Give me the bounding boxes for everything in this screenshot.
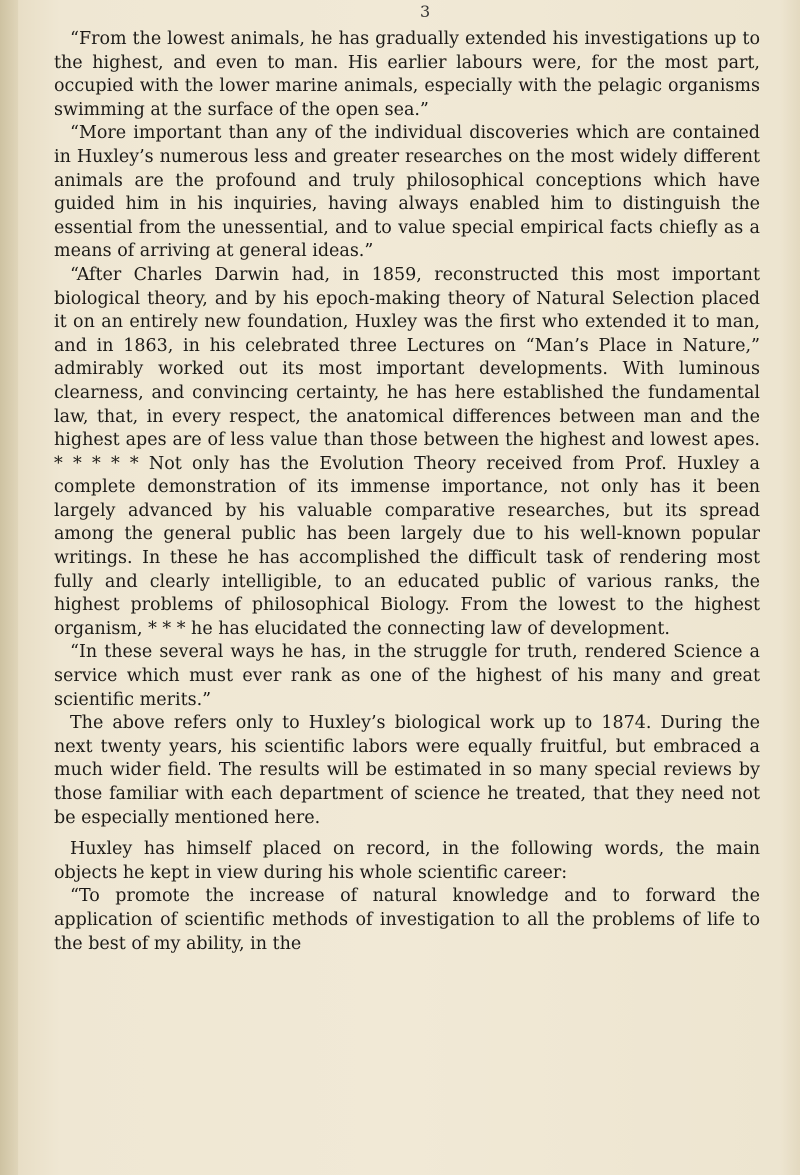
page-number: 3	[420, 2, 431, 21]
page-spine-shadow	[0, 0, 18, 1175]
body-text	[54, 28, 760, 956]
paragraph-lowest-animals: “From the lowest animals, he has gradually extended his investigations up to the highest, and even to man. His earlier labours were, for the most part, occupied with the lower marine animals, especially with the pelagic organisms swimming at the surface of the open sea.”	[54, 29, 760, 120]
paragraph-more-important: “More important than any of the individual discoveries which are contained in Huxley’s numerous less and greater researches on the most widely different animals are the profound and truly philosophical conceptions which have guided him in his inquiries, having always enabled him to distinguish the essential from the unessential, and to value special empirical facts chiefly as a means of arriving at general ideas.”	[54, 123, 760, 262]
paragraph-placed-on-record: Huxley has himself placed on record, in the following words, the main objects he kept in view during his whole scientific career:	[54, 839, 760, 883]
paragraph-after-darwin: “After Charles Darwin had, in 1859, reconstructed this most important biological theory, and by his epoch-making theory of Natural Selection placed it on an entirely new foundation, Huxley was the first who extended it to man, and in 1863, in his celebrated three Lectures on “Man’s Place in Nature,” admirably worked out its most important developments. With luminous clearness, and convincing certainty, he has here established the fundamental law, that, in every respect, the anatomical differences between man and the highest apes are of less value than those between the highest and lowest apes. * * * * * Not only has the Evolution Theory received from Prof. Huxley a complete demonstration of its immense importance, not only has it been largely advanced by his valuable comparative researches, but its spread among the general public has been largely due to his well-known popular writings. In these he has accomplished the difficult task of rendering most fully and clearly intelligible, to an educated public of various ranks, the highest problems of philosophical Biology. From the lowest to the highest organism, * * * he has elucidated the connecting law of development.	[54, 264, 760, 639]
paragraph-several-ways: “In these several ways he has, in the struggle for truth, rendered Science a service which must ever rank as one of the highest of his many and great scientific merits.”	[54, 642, 760, 710]
paragraph-to-promote: “To promote the increase of natural knowledge and to forward the application of scientific methods of investigation to all the problems of life to the best of my ability, in the	[54, 886, 760, 954]
paragraph-above-refers: The above refers only to Huxley’s biological work up to 1874. During the next twenty years, his scientific labors were equally fruitful, but embraced a much wider field. The results will be estimated in so many special reviews by those familiar with each department of science he treated, that they need not be especially mentioned here.	[54, 713, 760, 828]
